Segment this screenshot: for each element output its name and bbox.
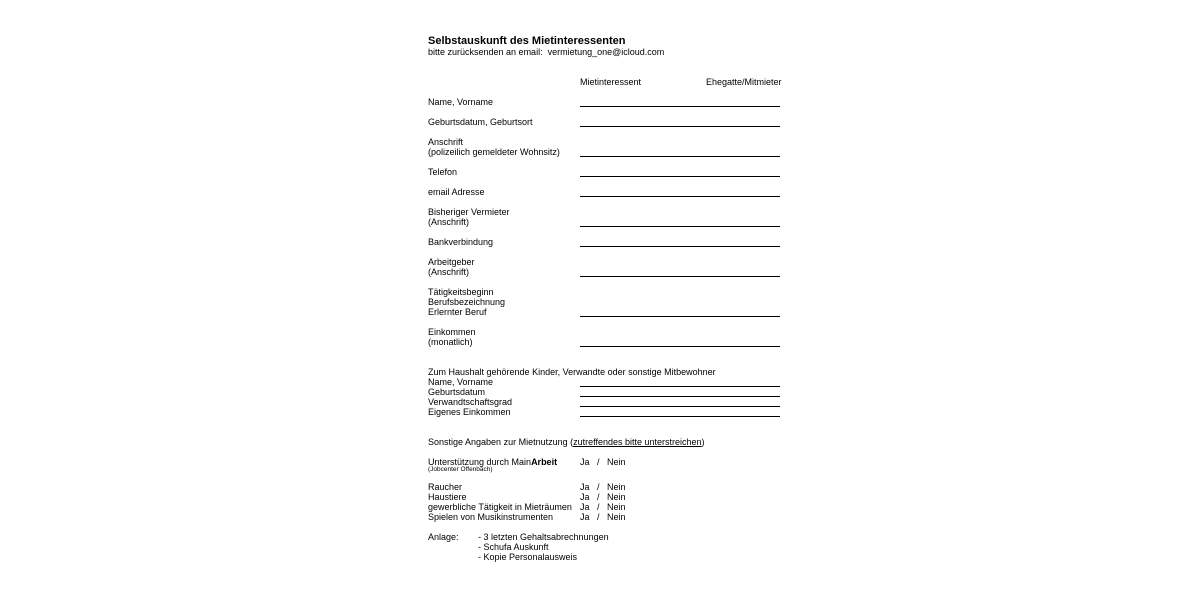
support-bold: Arbeit xyxy=(531,457,558,467)
return-email[interactable]: vermietung_one@icloud.com xyxy=(547,47,665,57)
support-note: (Jobcenter Offenbach) xyxy=(428,466,493,473)
return-prefix: bitte zurücksenden an email: xyxy=(428,47,543,57)
input-line-landlord[interactable] xyxy=(580,226,780,227)
label-birth: Geburtsdatum, Geburtsort xyxy=(428,117,533,127)
label-job-start: Tätigkeitsbeginn xyxy=(428,287,494,297)
attachment-item: - Kopie Personalausweis xyxy=(478,552,578,562)
label-smoker: Raucher xyxy=(428,482,463,492)
label-music: Spielen von Musikinstrumenten xyxy=(428,512,554,522)
attachment-item: - 3 letzten Gehaltsabrechnungen xyxy=(478,532,609,542)
label-household-birthdate: Geburtsdatum xyxy=(428,387,486,397)
label-phone: Telefon xyxy=(428,167,458,177)
column-header-applicant: Mietinteressent xyxy=(580,77,642,87)
label-bank: Bankverbindung xyxy=(428,237,494,247)
label-name: Name, Vorname xyxy=(428,97,494,107)
input-line-email[interactable] xyxy=(580,196,780,197)
input-line-address[interactable] xyxy=(580,156,780,157)
input-line-phone[interactable] xyxy=(580,176,780,177)
input-line-household-income[interactable] xyxy=(580,416,780,417)
label-job-title: Berufsbezeichnung xyxy=(428,297,506,307)
attachment-item: - Schufa Auskunft xyxy=(478,542,549,552)
label-employer: Arbeitgeber xyxy=(428,257,475,267)
label-income: Einkommen xyxy=(428,327,476,337)
input-line-household-name[interactable] xyxy=(580,386,780,387)
input-line-bank[interactable] xyxy=(580,246,780,247)
label-business: gewerbliche Tätigkeit in Mieträumen xyxy=(428,502,572,512)
household-heading: Zum Haushalt gehörende Kinder, Verwandte oder sonstige Mitbewohner xyxy=(428,367,716,377)
label-learned-job: Erlernter Beruf xyxy=(428,307,487,317)
choice-music[interactable]: Ja / Nein xyxy=(580,512,626,522)
label-address-note: (polizeilich gemeldeter Wohnsitz) xyxy=(428,147,560,157)
label-email: email Adresse xyxy=(428,187,485,197)
support-prefix: Unterstützung durch Main xyxy=(428,457,532,467)
input-line-household-birthdate[interactable] xyxy=(580,396,780,397)
label-employer-note: (Anschrift) xyxy=(428,267,470,277)
label-household-name: Name, Vorname xyxy=(428,377,494,387)
label-address: Anschrift xyxy=(428,137,464,147)
input-line-job[interactable] xyxy=(580,316,780,317)
return-instruction xyxy=(428,47,664,57)
column-header-partner: Ehegatte/Mitmieter xyxy=(706,77,782,87)
attachments-label: Anlage: xyxy=(428,532,459,542)
label-landlord-note: (Anschrift) xyxy=(428,217,470,227)
label-income-note: (monatlich) xyxy=(428,337,473,347)
other-heading-suffix: ) xyxy=(701,437,705,447)
choice-smoker[interactable]: Ja / Nein xyxy=(580,482,626,492)
input-line-name[interactable] xyxy=(580,106,780,107)
form-title: Selbstauskunft des Mietinteressenten xyxy=(428,35,626,47)
input-line-income[interactable] xyxy=(580,346,780,347)
choice-business[interactable]: Ja / Nein xyxy=(580,502,626,512)
label-household-income: Eigenes Einkommen xyxy=(428,407,511,417)
label-landlord: Bisheriger Vermieter xyxy=(428,207,510,217)
input-line-employer[interactable] xyxy=(580,276,780,277)
other-heading xyxy=(428,437,705,447)
choice-pets[interactable]: Ja / Nein xyxy=(580,492,626,502)
label-household-relation: Verwandtschaftsgrad xyxy=(428,397,513,407)
choice-support[interactable]: Ja / Nein xyxy=(580,457,626,467)
input-line-birth[interactable] xyxy=(580,126,780,127)
input-line-household-relation[interactable] xyxy=(580,406,780,407)
other-heading-prefix: Sonstige Angaben zur Mietnutzung ( xyxy=(428,437,574,447)
label-pets: Haustiere xyxy=(428,492,467,502)
other-heading-underlined: zutreffendes bitte unterstreichen xyxy=(573,437,702,447)
